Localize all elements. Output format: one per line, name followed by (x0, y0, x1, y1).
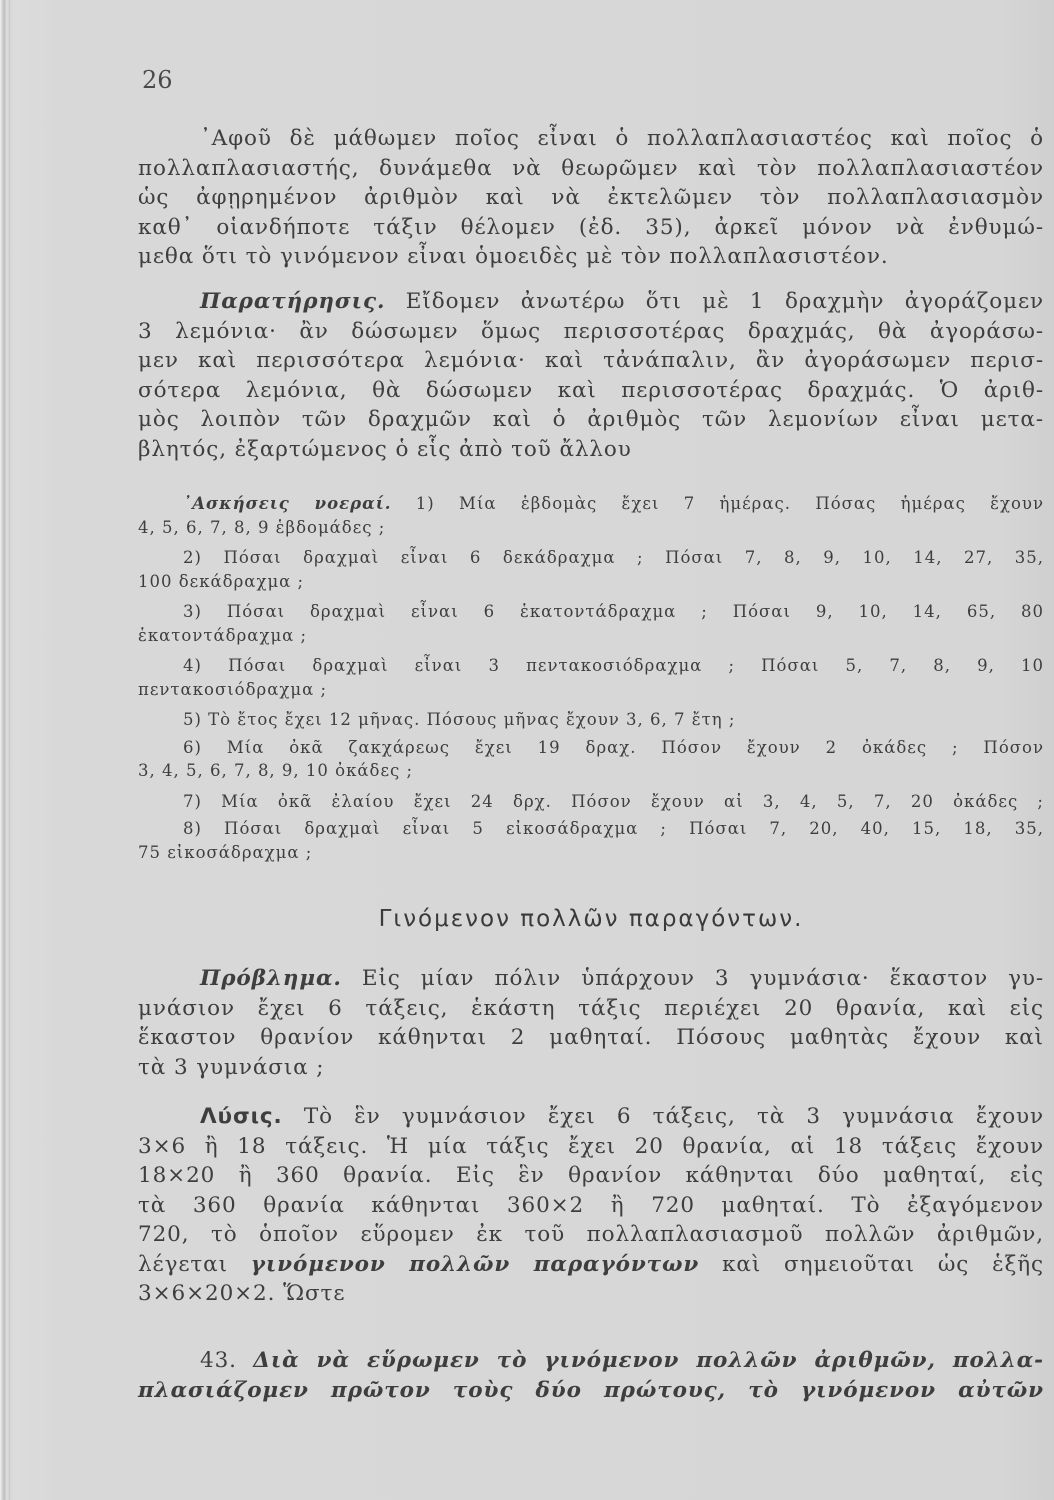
text-line: μεθα ὅτι τὸ γινόμενον εἶναι ὁμοειδὲς μὲ τὸν πολλαπλασιστέον. (138, 244, 889, 269)
exercise-item: 4) Πόσαι δραχμαὶ εἶναι 3 πεντακοσιόδραχμα ; Πόσαι 5, 7, 8, 9, 10 (183, 656, 1044, 675)
text-line: τὰ 3 γυμνάσια ; (138, 1054, 325, 1080)
rule-number: 43. (200, 1348, 254, 1373)
text-line: μεν καὶ περισσότερα λεμόνια· καὶ τἀνάπαλιν, ἂν ἀγοράσωμεν περισ- (138, 348, 1044, 373)
text-line: Πρόβλημα. Εἰς μίαν πόλιν ὑπάρχουν 3 γυμνάσια· ἕκαστον γυ- (200, 966, 1044, 991)
text-line: τὰ 360 θρανία κάθηνται 360×2 ἢ 720 μαθηταί. Τὸ ἐξαγόμενον (138, 1192, 1044, 1218)
exercises-label: ᾿Ασκήσεις νοεραί. (183, 494, 392, 513)
exercise-item: 6) Μία ὀκᾶ ζακχάρεως ἔχει 19 δραχ. Πόσον ἔχουν 2 ὀκάδες ; Πόσον (183, 737, 1044, 757)
intro-paragraph (138, 124, 1044, 272)
text-line: 3×6 ἢ 18 τάξεις. Ἡ μία τάξις ἔχει 20 θρανία, αἱ 18 τάξεις ἔχουν (138, 1133, 1044, 1159)
text-line: μὸς λοιπὸν τῶν δραχμῶν καὶ ὁ ἀριθμὸς τῶν λεμονίων εἶναι μετα- (138, 407, 1044, 432)
book-binding-edge (0, 0, 10, 1500)
text-line: 18×20 ἢ 360 θρανία. Εἰς ἓν θρανίον κάθηνται δύο μαθηταί, εἰς (138, 1163, 1044, 1188)
exercise-item: 3) Πόσαι δραχμαὶ εἶναι 6 ἑκατοντάδραχμα ; Πόσαι 9, 10, 14, 65, 80 (183, 602, 1044, 621)
exercise-item-continuation: 4, 5, 6, 7, 8, 9 ἑβδομάδες ; (138, 517, 386, 537)
solution-label: Λύσις. (200, 1104, 283, 1129)
remark-label: Παρατήρησις. (200, 289, 386, 314)
text-line: 3×6×20×2. Ὥστε (138, 1281, 346, 1306)
exercise-item-continuation: 75 εἰκοσάδραχμα ; (138, 842, 313, 862)
defined-term: γινόμενον πολλῶν παραγόντων (250, 1251, 700, 1277)
exercise-item: ᾿Ασκήσεις νοεραί. 1) Μία ἑβδομὰς ἔχει 7 ἡμέρας. Πόσας ἡμέρας ἔχουν (183, 494, 1044, 513)
text-line: ἕκαστον θρανίον κάθηνται 2 μαθηταί. Πόσους μαθητὰς ἔχουν καὶ (138, 1025, 1044, 1050)
exercise-item-continuation: 3, 4, 5, 6, 7, 8, 9, 10 ὀκάδες ; (138, 761, 414, 780)
text-line: σότερα λεμόνια, θὰ δώσωμεν καὶ περισσοτέρας δραχμάς. Ὁ ἀριθ- (138, 377, 1044, 403)
text-line: Λύσις. Τὸ ἓν γυμνάσιον ἔχει 6 τάξεις, τὰ 3 γυμνάσια ἔχουν (200, 1104, 1044, 1129)
text-line: καθ᾿ οἱανδήποτε τάξιν θέλομεν (ἐδ. 35), ἀρκεῖ μόνον νὰ ἐνθυμώ- (138, 214, 1044, 240)
text-line: 720, τὸ ὁποῖον εὕρομεν ἐκ τοῦ πολλαπλασιασμοῦ πολλῶν ἀριθμῶν, (138, 1222, 1044, 1247)
text-line (138, 287, 1044, 317)
exercise-item: 8) Πόσαι δραχμαὶ εἶναι 5 εἰκοσάδραχμα ; Πόσαι 7, 20, 40, 15, 18, 35, (183, 819, 1044, 838)
exercise-item-continuation: ἑκατοντάδραχμα ; (138, 625, 308, 645)
text-line: μνάσιον ἔχει 6 τάξεις, ἑκάστη τάξις περιέχει 20 θρανία, καὶ εἰς (138, 995, 1044, 1021)
remark-paragraph (138, 287, 1044, 464)
exercise-item-continuation: 100 δεκάδραχμα ; (138, 571, 305, 591)
remark-first-line: Εἴδομεν ἀνωτέρω ὅτι μὲ 1 δραχμὴν ἀγοράζομεν (385, 289, 1044, 314)
exercises-section (138, 492, 1044, 864)
exercise-item-continuation: πεντακοσιόδραχμα ; (138, 679, 328, 699)
page-number: 26 (142, 66, 173, 94)
text-line: 43. Διὰ νὰ εὕρωμεν τὸ γινόμενον πολλῶν ἀριθμῶν, πολλα- (200, 1348, 1044, 1373)
text-line: λέγεται γινόμενον πολλῶν παραγόντων καὶ σημειοῦται ὡς ἑξῆς (138, 1251, 1044, 1277)
text-line: ᾿Αφοῦ δὲ μάθωμεν ποῖος εἶναι ὁ πολλαπλασιαστέος καὶ ποῖος ὁ (200, 126, 1044, 151)
text-line: βλητός, ἐξαρτώμενος ὁ εἷς ἀπὸ τοῦ ἄλλου (138, 436, 632, 462)
solution-paragraph (138, 1102, 1044, 1309)
text-line: ὡς ἀφῃρημένον ἀριθμὸν καὶ νὰ ἐκτελῶμεν τὸν πολλαπλασιασμὸν (138, 185, 1044, 210)
exercise-item: 2) Πόσαι δραχμαὶ εἶναι 6 δεκάδραχμα ; Πόσαι 7, 8, 9, 10, 14, 27, 35, (183, 548, 1044, 567)
rule-paragraph (138, 1346, 1044, 1405)
text-line: 3 λεμόνια· ἂν δώσωμεν ὅμως περισσοτέρας δραχμάς, θὰ ἀγοράσω- (138, 318, 1044, 344)
section-heading: Γινόμενον πολλῶν παραγόντων. (378, 906, 804, 932)
problem-paragraph (138, 964, 1044, 1082)
exercise-item: 7) Μία ὀκᾶ ἐλαίου ἔχει 24 δρχ. Πόσον ἔχουν αἱ 3, 4, 5, 7, 20 ὀκάδες ; (183, 791, 1044, 811)
text-line: πλασιάζομεν πρῶτον τοὺς δύο πρώτους, τὸ γινόμενον αὐτῶν (138, 1377, 1044, 1403)
text-line: πολλαπλασιαστής, δυνάμεθα νὰ θεωρῶμεν καὶ τὸν πολλαπλασιαστέον (138, 155, 1044, 181)
exercise-item: 5) Τὸ ἔτος ἔχει 12 μῆνας. Πόσους μῆνας ἔχουν 3, 6, 7 ἔτη ; (183, 710, 736, 729)
problem-label: Πρόβλημα. (200, 966, 342, 991)
